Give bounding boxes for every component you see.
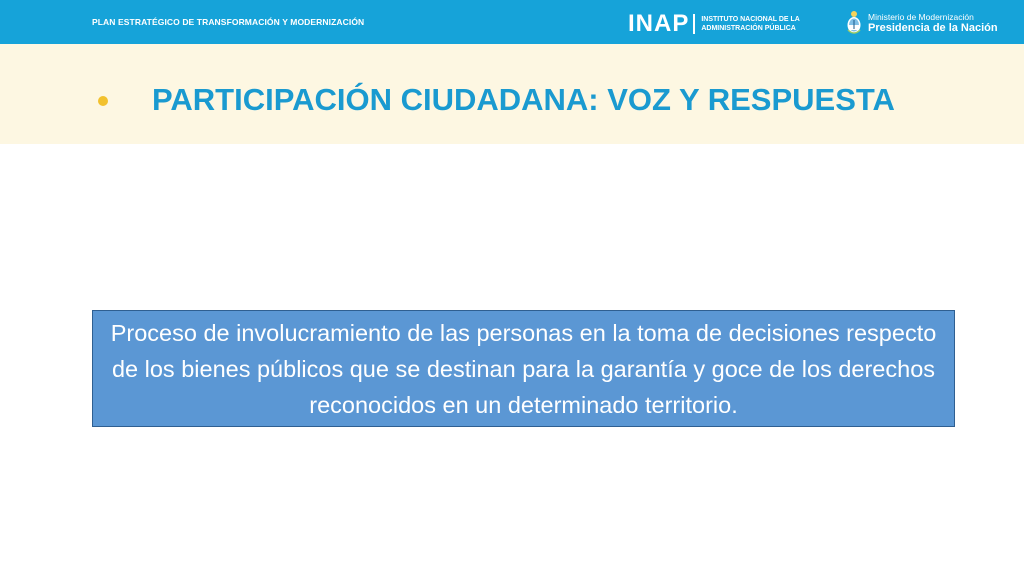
inap-subtitle	[701, 15, 800, 33]
slide-title: PARTICIPACIÓN CIUDADANA: VOZ Y RESPUESTA	[152, 82, 895, 117]
definition-box	[92, 310, 955, 427]
definition-text: Proceso de involucramiento de las personas en la toma de decisiones respecto de los bienes públicos que se destinan para la garantía y goce de los derechos reconocidos en un determinado territorio.	[110, 319, 937, 418]
top-bar	[0, 0, 1024, 44]
plan-title: PLAN ESTRATÉGICO DE TRANSFORMACIÓN Y MODERNIZACIÓN	[92, 17, 365, 27]
ministry-logo	[846, 10, 998, 36]
inap-subtitle-line1: INSTITUTO NACIONAL DE LA	[701, 16, 800, 23]
inap-subtitle-line2: ADMINISTRACIÓN PÚBLICA	[701, 25, 796, 32]
presidency-name: Presidencia de la Nación	[868, 21, 998, 34]
logo-divider	[693, 14, 695, 34]
ministry-name: Ministerio de Modernización	[868, 11, 974, 22]
argentina-coat-of-arms-icon	[846, 10, 862, 36]
title-bullet	[98, 96, 108, 106]
inap-wordmark: INAP	[628, 10, 690, 37]
inap-logo	[628, 10, 800, 37]
